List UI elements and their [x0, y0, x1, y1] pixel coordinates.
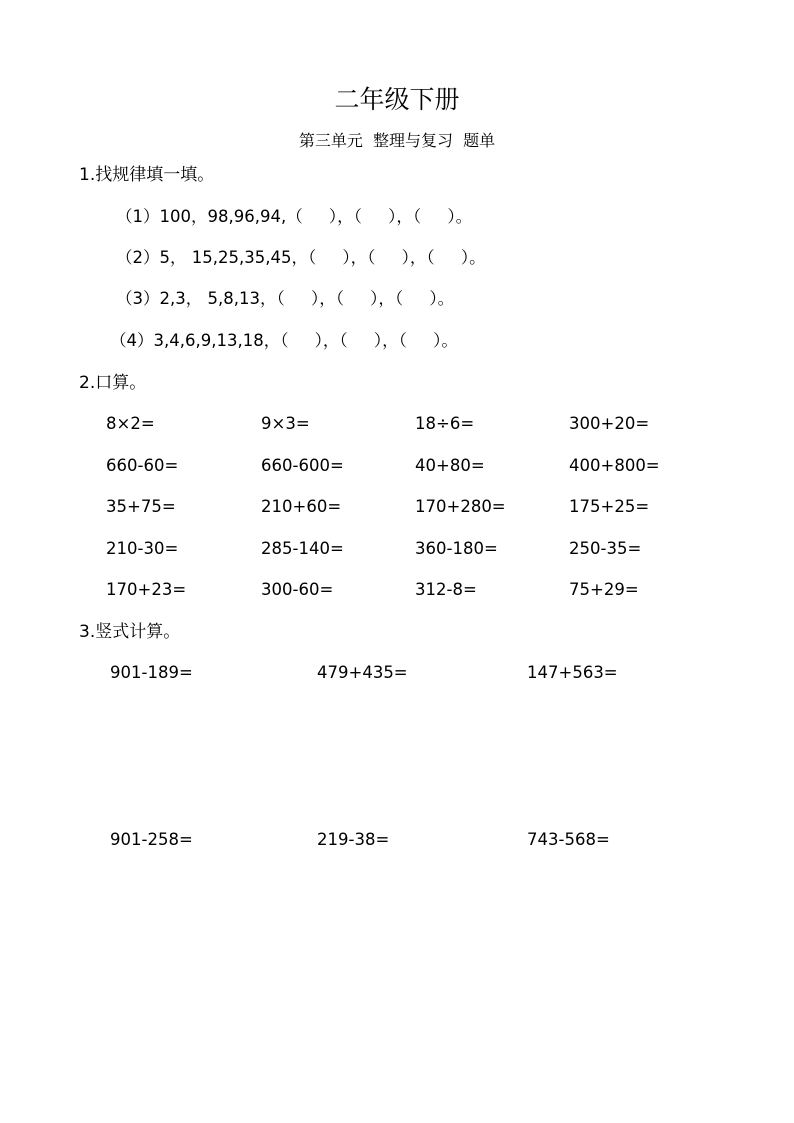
oral-problem: 660-60=	[106, 456, 179, 475]
page-subtitle: 第三单元 整理与复习 题单	[298, 131, 496, 150]
oral-problem: 175+25=	[569, 497, 650, 516]
oral-problem: 75+29=	[569, 580, 639, 599]
vertical-calc-problem: 479+435=	[317, 663, 408, 682]
vertical-calc-problem: 743-568=	[527, 830, 610, 849]
oral-problem: 8×2=	[106, 414, 155, 433]
vertical-calc-problem: 901-189=	[110, 663, 193, 682]
oral-problem: 250-35=	[569, 539, 642, 558]
oral-problem: 300-60=	[261, 580, 334, 599]
vertical-calc-problem: 901-258=	[110, 830, 193, 849]
oral-problem: 285-140=	[261, 539, 344, 558]
oral-problem: 35+75=	[106, 497, 176, 516]
page-title: 二年级下册	[334, 85, 460, 114]
section-1-heading: 1.找规律填一填。	[79, 165, 215, 185]
oral-problem: 18÷6=	[415, 414, 475, 433]
oral-problem: 170+280=	[415, 497, 506, 516]
oral-problem: 400+800=	[569, 456, 660, 475]
vertical-calc-problem: 219-38=	[317, 830, 390, 849]
oral-problem: 660-600=	[261, 456, 344, 475]
section-3-heading: 3.竖式计算。	[79, 622, 181, 642]
oral-problem: 210+60=	[261, 497, 342, 516]
vertical-calc-problem: 147+563=	[527, 663, 618, 682]
oral-problem: 300+20=	[569, 414, 650, 433]
sequence-item: （4）3,4,6,9,13,18，（ ），（ ），（ ）。	[110, 331, 458, 350]
oral-problem: 210-30=	[106, 539, 179, 558]
oral-problem: 9×3=	[261, 414, 310, 433]
oral-problem: 170+23=	[106, 580, 187, 599]
oral-problem: 312-8=	[415, 580, 477, 599]
sequence-item: （1）100，98,96,94,（ ），（ ），（ ）。	[116, 207, 473, 226]
sequence-item: （3）2,3， 5,8,13，（ ），（ ），（ ）。	[116, 289, 455, 308]
section-2-heading: 2.口算。	[79, 373, 147, 393]
oral-problem: 40+80=	[415, 456, 485, 475]
sequence-item: （2）5， 15,25,35,45，（ ），（ ），（ ）。	[116, 248, 486, 267]
oral-problem: 360-180=	[415, 539, 498, 558]
